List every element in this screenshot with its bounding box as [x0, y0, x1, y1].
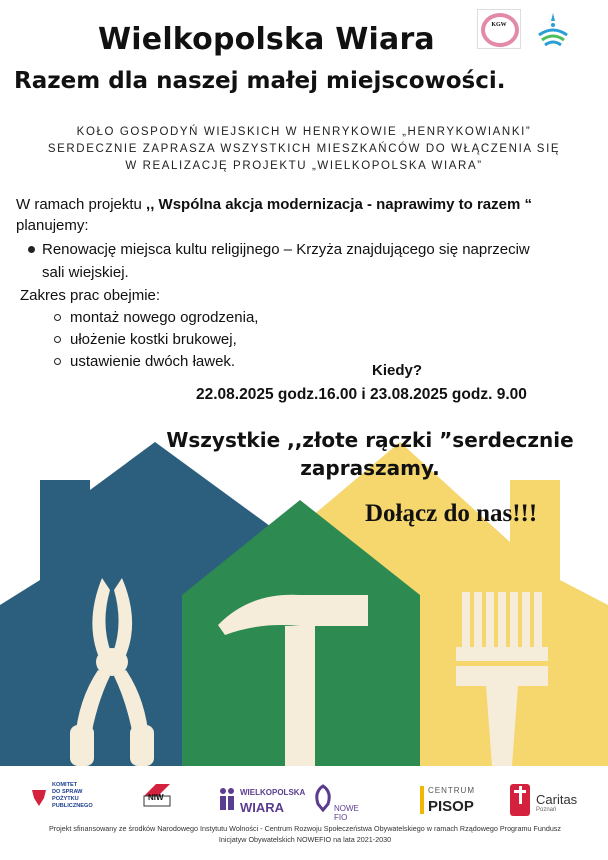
- circle-bullet-icon: [54, 314, 61, 321]
- intro-line: KOŁO GOSPODYŃ WIEJSKICH W HENRYKOWIE „HENRYKOWIANKI”: [76, 126, 532, 138]
- kgw-logo: [477, 9, 521, 49]
- niw-logo: NIW: [138, 778, 182, 818]
- intro-line: W REALIZACJĘ PROJEKTU „WIELKOPOLSKA WIARA”: [125, 160, 483, 172]
- project-prefix: W ramach projektu: [16, 196, 147, 213]
- list-item: ustawienie dwóch ławek.: [54, 353, 235, 370]
- project-planujemy: planujemy:: [16, 217, 89, 234]
- intro-text: [0, 124, 608, 175]
- centrum-pisop-logo: CENTRUM PISOP: [420, 778, 480, 818]
- list-item: [28, 238, 608, 284]
- list-item: montaż nowego ogrodzenia,: [54, 309, 258, 326]
- page-subtitle: Razem dla naszej małej miejscowości.: [14, 68, 506, 94]
- funding-note: Projekt sfinansowany ze środków Narodowego Instytutu Wolności - Centrum Rozwoju Społeczeństwa Obywatelskiego w ramach Rządowego Programu Fundusz Inicjatyw Obywatelskich NOWEFIO na lata 2021-2030: [48, 824, 561, 844]
- bullet-text: sali wiejskiej.: [42, 264, 129, 281]
- event-dates: 22.08.2025 godz.16.00 i 23.08.2025 godz. 9.00: [196, 386, 527, 403]
- komitet-logo: KOMITET DO SPRAW POŻYTKU PUBLICZNEGO: [30, 778, 100, 818]
- people-icon: [218, 786, 236, 814]
- wielkopolska-wiara-sponsor-logo: WIELKOPOLSKA WIARA: [218, 778, 290, 818]
- scope-heading: Zakres prac obejmie:: [20, 287, 161, 304]
- wielkopolska-wiara-logo: [533, 9, 573, 49]
- intro-line: SERDECZNIE ZAPRASZA WSZYSTKICH MIESZKAŃCÓW DO WŁĄCZENIA SIĘ: [47, 143, 561, 155]
- invite-line: Wszystkie ,,złote rączki ”serdecznie: [166, 428, 574, 452]
- join-us-text: Dołącz do nas!!!: [365, 500, 538, 527]
- invite-line: zapraszamy.: [300, 456, 440, 480]
- list-item: ułożenie kostki brukowej,: [54, 331, 237, 348]
- when-label: Kiedy?: [372, 362, 423, 379]
- nowe-fio-logo: NOWE FIO: [312, 778, 372, 818]
- caritas-logo: Caritas Poznań: [510, 778, 580, 818]
- page-title: Wielkopolska Wiara: [98, 22, 435, 57]
- circle-bullet-icon: [54, 358, 61, 365]
- bullet-icon: [28, 246, 35, 253]
- kgw-logo-text: KGW: [491, 22, 507, 28]
- invite-text: [150, 426, 590, 482]
- sponsors-footer: [0, 766, 608, 860]
- project-name: ,, Wspólna akcja modernizacja - naprawimy to razem “: [146, 196, 532, 213]
- circle-bullet-icon: [54, 336, 61, 343]
- project-description: [16, 194, 606, 236]
- eagle-icon: [30, 786, 48, 808]
- bullet-text: Renowację miejsca kultu religijnego – Krzyża znajdującego się naprzeciw: [42, 241, 530, 258]
